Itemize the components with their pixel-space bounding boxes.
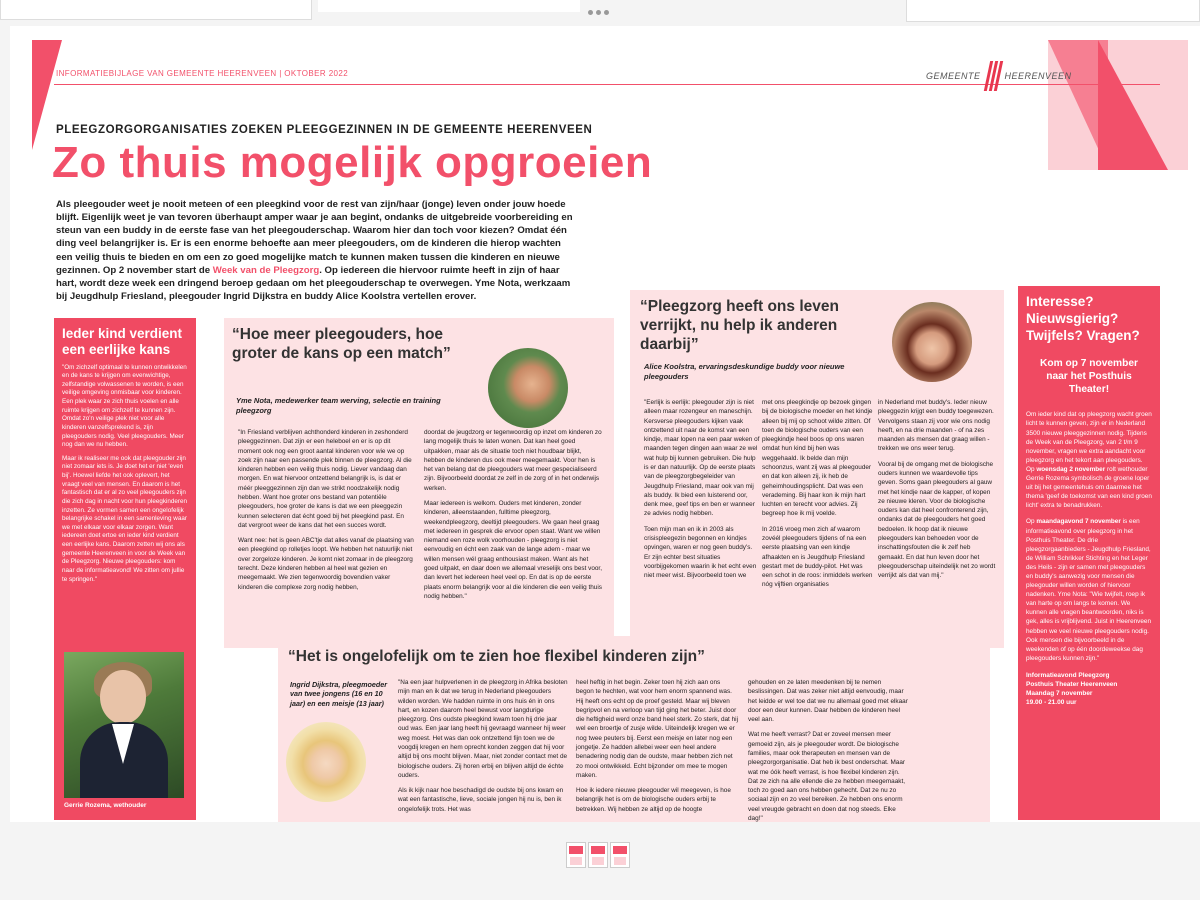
paragraph: Wat me heeft verrast? Dat er zoveel mensen meer gemoeid zijn, als je pleegouder wordt. De biologische families, maar ook therapeuten en mensen van de pleegzorgorganisatie. Dat heb ik best onderschat. Maar wat me óók heeft verrast, is hoe flexibel kinderen zijn. Dat ze zich na alle ellende die ze hebben meegemaakt, toch zo goed aan ons hebben gehecht. Dat ze nu zo sociaal zijn en zo veel bereiken. Ze hebben ons enorm veel vreugde gebracht en doen dat nog steeds. Elke dag!": [748, 731, 906, 822]
pull-quote: “Pleegzorg heeft ons leven verrijkt, nu help ik anderen daarbij”: [640, 298, 839, 353]
paragraph: Hoe ik iedere nieuwe pleegouder wil meegeven, is hoe belangrijk het is om de biologische ouders erbij te betrekken. Wij hebben ze altijd op de hoogte: [576, 787, 731, 813]
text: rolt wethouder Gerrie Rozema symbolisch de groene loper uit bij het gemeentehuis om daarmee het thema 'geef de toekomst van een kind groen licht' extra te benadrukken.: [1026, 465, 1152, 510]
info-evening-column: [1018, 286, 1160, 820]
wethouder-photo: [64, 652, 184, 798]
intro-highlight: Week van de Pleegzorg: [212, 264, 320, 276]
column-subheading: Kom op 7 november naar het Posthuis Theater!: [1040, 357, 1138, 396]
text: is een informatieavond over pleegzorg in het Posthuis Theater. De drie pleegzorgaanbieders - Jeugdhulp Friesland, de William Schrikker Stichting en het Leger des Heils - zijn er samen met pleegouders en buddy's aanwezig voor mensen die pleegouder willen worden of hiervoor nadenken. Yme Nota: "Wie twijfelt, roep ik van harte op om langs te komen. We kunnen alle vragen beantwoorden, niks is gek, alles is vrijblijvend. Juist in Heerenveen hebben we veel nieuwe pleegouders nodig. Ook mensen die bijvoorbeeld in de weekenden of op één doordeweekse dag pleegouders kunnen zijn.": [1026, 518, 1152, 662]
text-column: [238, 428, 414, 598]
intro-text: Als pleegouder weet je nooit meteen of een pleegkind voor de rest van zijn/haar (jonge) leven onder jouw hoede blijft. Eigenlijk weet je van tevoren überhaupt amper waar je aan begint, ondanks de uitgebreide voorbereiding en steun van een buddy in de eerste fase van het pleegouderschap. Waarom hier dan toch voor kiezen? Omdat één ding veel belangrijker is. Er is een enorme behoefte aan meer pleegouders, om de kinderen die hierop wachten een veilig thuis te bieden en om een zo goed mogelijke match te kunnen maken tussen die kinderen en nieuwe gezinnen. Op 2 november start de: [56, 199, 573, 276]
text-column: [878, 398, 998, 586]
paragraph: Toen mijn man en ik in 2003 als crisispleegezin begonnen en kindjes opvingen, waren er nog geen buddy's. Er zijn echter best situaties voorbijgekomen waarin ik het echt even niet meer wist. Bijvoorbeeld toen we: [644, 525, 757, 580]
text-column: [762, 398, 874, 596]
text-column: [748, 678, 908, 822]
ingrid-interview-box: [278, 636, 990, 822]
paragraph: Maar iedereen is welkom. Ouders met kinderen, zonder kinderen, alleenstaanden, fulltime pleegzorg, weekendpleegzorg, deeltijd pleegouders. We gaan heel graag met iedereen in gesprek die ervoor open staat. Want we willen niemand een roze wolk voorhouden - pleegzorg is niet eenvoudig en écht een zaak van de lange adem - maar we willen mensen wél graag enthousiast maken. Want als het goed uitpakt, en daar doen we allemaal vreselijk ons best voor, dan levert het iedereen heel veel op. En dat is op de eerste plaats enorm belangrijk voor al die kinderen die een veilig thuis nodig hebben.": [424, 499, 602, 600]
paragraph: In 2016 vroeg men zich af waarom zovéél pleegouders tijdens of na een eerste plaatsing van een kindje afhaakten en is Jeugdhulp Friesland gestart met de buddy-pilot. Het was een schot in de roos: inmiddels werken nóg vijftien organisaties: [762, 525, 873, 589]
text-column: [576, 678, 738, 820]
viewer-top-bar: [0, 0, 1200, 26]
previous-page-edge[interactable]: [0, 0, 312, 20]
yme-portrait: [488, 348, 568, 428]
column-paragraph: [1026, 517, 1152, 663]
logo-text-right: HEERENVEEN: [1004, 71, 1072, 81]
article-title: Zo thuis mogelijk opgroeien: [52, 138, 653, 187]
pull-quote: “Het is ongelofelijk om te zien hoe flexibel kinderen zijn”: [288, 648, 705, 665]
paragraph: Als ik kijk naar hoe beschadigd de oudste bij ons kwam en wat een fantastische, lieve, sociale jongen hij nu is, ben ik ongelofelijk trots. Het was: [398, 787, 564, 813]
column-paragraph: [1026, 410, 1152, 510]
paragraph: Vooral bij de omgang met de biologische ouders kunnen we waardevolle tips geven. Soms gaan pleegouders al gauw met het kindje naar de kapper, of kopen ze nieuwe kleren. Voor de biologische ouders kan dat heel confronterend zijn, ondanks dat de pleegouders het goed bedoelen. Ik hoop dat ik nieuwe pleegouders kan behoeden voor de inschattingsfouten die ik zelf heb gemaakt. En dat hun leven door het pleegouderschap uiteindelijk net zo wordt verrijkt als dat van mij.": [878, 460, 996, 580]
ingrid-portrait: [286, 722, 366, 802]
text-column: [398, 678, 568, 820]
event-date: Maandag 7 november: [1026, 690, 1093, 698]
more-options-icon[interactable]: [588, 10, 609, 15]
page-edge: [318, 0, 580, 12]
bold-date: woensdag 2 november: [1036, 465, 1106, 473]
byline: Ingrid Dijkstra, pleegmoeder van twee jongens (16 en 10 jaar) en een meisje (13 jaar): [290, 680, 388, 708]
alice-portrait: [892, 302, 972, 382]
paragraph: "Eerlijk is eerlijk: pleegouder zijn is niet alleen maar rozengeur en maneschijn. Kersverse pleegouders kijken vaak ontzettend uit naar de komst van een kindje, maar lopen na een paar weken of maanden tegen dingen aan waar ze wel wat hulp bij kunnen gebruiken. Die hulp is er dan natuurlijk. Op de eerste plaats van de pleegzorgbegeleider van Jeugdhulp Friesland, maar ook van mij als buddy. Ik bied een luisterend oor, denk mee, geef tips en ben er wanneer ze advies nodig hebben.: [644, 399, 760, 518]
photo-caption: Gerrie Rozema, wethouder: [64, 802, 147, 809]
paragraph: "Na een jaar hulpverlenen in de pleegzorg in Afrika besloten mijn man en ik dat we terug in Nederland pleegouders wilden worden. We hadden ruimte in ons huis én in ons hart, en kozen daarom heel bewust voor langdurige pleegzorg. Ons oudste pleegkind kwam toen hij drie jaar oud was. Een jaar lang heeft hij gevraagd wanneer hij weer weg moest. Het was dan ook ontzettend fijn toen we de voogdij kregen en hem oprecht konden zeggen dat hij voor altijd bij ons mocht blijven. Maar, niet zonder contact met de biologische ouders. Zij horen erbij en blijven altijd de échte ouders.: [398, 679, 568, 779]
column-heading: Ieder kind verdient een eerlijke kans: [62, 326, 183, 357]
column-paragraph: "Om zichzelf optimaal te kunnen ontwikkelen en de kans te krijgen om evenwichtige, zelfstandige volwassenen te worden, is een veilige omgeving onmisbaar voor kinderen. Een plek waar ze zich thuis voelen en alle ruimte krijgen om zichzelf te kunnen zijn. Omdat zo'n veilige plek niet voor alle kinderen vanzelfsprekend is, zijn pleegouders nodig. Veel pleegouders. Meer nog dan we nu hebben.: [62, 363, 187, 449]
alice-interview-box: [630, 290, 1004, 648]
paragraph: Want nee: het is geen ABC'tje dat alles vanaf de plaatsing van een pleegkind op rolletjes loopt. We hebben het natuurlijk niet over zorgeloze kinderen. Je komt niet zomaar in de pleegzorg terecht. Deze kinderen hebben al heel wat gezien en meegemaakt. We zien tegenwoordig bovendien vaker kinderen die complexe zorg nodig hebben,: [238, 537, 414, 591]
byline: Alice Koolstra, ervaringsdeskundige buddy voor nieuwe pleegouders: [644, 362, 845, 381]
paragraph: gehouden en ze laten meedenken bij te nemen beslissingen. Dat was zeker niet altijd eenvoudig, maar het leidde er wel toe dat we nu allemaal goed met elkaar door een deur kunnen. Daar hebben de kinderen heel veel aan.: [748, 679, 908, 724]
paragraph: heel heftig in het begin. Zeker toen hij zich aan ons begon te hechten, wat voor hem enorm spannend was. Hij heeft ons echt op de proef gesteld. Maar wij bleven begripvol en na verloop van tijd ging het beter. Juist door die heftigheid werd onze band heel sterk. Zo sterk, dat hij wel een broertje of zusje wilde. Uiteindelijk kregen we er nog twee peuters bij. Eerst een meisje en later nog een jongetje. Ze hadden allebei weer een heel andere benadering nodig dan de oudste, maar hebben zich net zo mooi ontwikkeld. Echt bijzonder om mee te mogen maken.: [576, 679, 738, 779]
article-intro: [56, 198, 578, 303]
wethouder-column: [54, 318, 196, 820]
gemeente-logo: [926, 64, 1072, 88]
yme-interview-box: [224, 318, 614, 648]
text: Op: [1026, 518, 1035, 526]
text: Om ieder kind dat op pleegzorg wacht groen licht te kunnen geven, zijn er in Nederland 3500 nieuwe pleeggezinnen nodig. Tijdens de Week van de Pleegzorg, van 2 t/m 9 november, vragen we extra aandacht voor pleegzorg en het tekort aan pleegouders. Op: [1026, 411, 1152, 473]
byline: Yme Nota, medewerker team werving, selectie en training pleegzorg: [236, 396, 441, 415]
paragraph: "In Friesland verblijven achthonderd kinderen in zeshonderd pleeggezinnen. Dat zijn er een heleboel en er is op dit moment ook nog een groot aantal kinderen voor wie we op zoek zijn naar een passende plek binnen de pleegzorg. Al die kinderen hebben een veilig thuis nodig. Liever vandaag dan morgen. En wat hiervoor ontzettend belangrijk is, is dat er méér pleeggezinnen zijn dan we strikt noodzakelijk nodig hebben. Want hoe groter ons bestand van potentiële pleegouders, hoe groter de kans is dat we een pleeggezin kunnen selecteren dat écht goed bij het pleegkind past. En dat vergroot weer de kans dat het een succes wordt.: [238, 429, 412, 529]
event-title: Informatieavond Pleegzorg: [1026, 671, 1110, 679]
bold-date: maandagavond 7 november: [1036, 518, 1121, 526]
article-kicker: PLEEGZORGORGANISATIES ZOEKEN PLEEGGEZINNEN IN DE GEMEENTE HEERENVEEN: [56, 124, 593, 136]
page-thumbnail[interactable]: [566, 842, 630, 868]
thumbnail-strip: [0, 822, 1200, 900]
logo-mark-icon: [986, 61, 1000, 91]
logo-text-left: GEMEENTE: [926, 71, 981, 81]
column-heading: Interesse? Nieuwsgierig? Twijfels? Vragen?: [1026, 294, 1140, 343]
supplement-label: INFORMATIEBIJLAGE VAN GEMEENTE HEERENVEEN | OKTOBER 2022: [56, 69, 349, 78]
paragraph: in Nederland met buddy's. Ieder nieuw pleeggezin krijgt een buddy toegewezen. Vervolgens staan zij voor wie ons nodig heeft, en na drie maanden - of na zes maanden als mensen dat graag willen - trekken we ons weer terug.: [878, 399, 994, 453]
text-column: [644, 398, 760, 586]
column-paragraph: Maar ik realiseer me ook dat pleegouder zijn niet zomaar iets is. Je doet het er niet 'even bij'. Hoewel liefde het ook oplevert, het vraagt veel van mensen. En daarom is het fantastisch dat er al zo veel pleegouders zijn die zich dag in nacht voor hun pleegkinderen inzetten. Ze vormen samen een ongelofelijk belangrijke schakel in een samenleving waar we met elkaar voor elkaar zorgen. Want iedereen doet ertoe en ieder kind verdient een eerlijke kans. Daarom zetten wij ons als gemeente Heerenveen in voor de Week van de Pleegzorg. Nieuwe pleegouders: kom naar de informatieavond! We zitten om jullie te springen.": [62, 454, 187, 583]
event-venue: Posthuis Theater Heerenveen: [1026, 681, 1118, 688]
intro-text-end: . Op iedereen die hiervoor ruimte heeft in zijn of haar hart, wordt deze week een dringend beroep gedaan om het pleegouderschap te overwegen. Yme Nota, werkzaam bij Jeugdhulp Friesland, pleegouder Ingrid Dijkstra en buddy Alice Koolstra vertellen erover.: [56, 264, 571, 302]
newspaper-page: [10, 26, 1200, 822]
next-page-edge[interactable]: [906, 0, 1200, 22]
text-column: [424, 428, 604, 607]
paragraph: met ons pleegkindje op bezoek gingen bij de biologische moeder en het kindje alleen bij mij op schoot wilde zitten. Of toen de biologische ouders van een pleegkindje heel boos op ons waren omdat hun kind bij hen was weggehaald. Ik belde dan mijn schoonzus, want zij was al pleegouder en dat kon alleen zij, ik heb de geheimhoudingsplicht. Dat was een verademing. Bij haar kon ik mijn hart luchten en terecht voor advies. Zij begreep hoe ik mij voelde.: [762, 399, 873, 518]
pull-quote: “Hoe meer pleegouders, hoe groter de kans op een match”: [232, 326, 451, 362]
event-time: 19.00 - 21.00 uur: [1026, 699, 1077, 707]
event-details: [1026, 671, 1152, 707]
paragraph: doordat de jeugdzorg er tegenwoordig op inzet om kinderen zo lang mogelijk thuis te laten wonen. Dat kan heel goed uitpakken, maar als de situatie toch niet houdbaar blijkt, hebben de kinderen dus ook meer meegemaakt. Voor hen is het van belang dat de pleegouders wat meer gespecialiseerd zijn. Bijvoorbeeld doordat ze zelf in de zorg of in het onderwijs werken.: [424, 429, 602, 492]
